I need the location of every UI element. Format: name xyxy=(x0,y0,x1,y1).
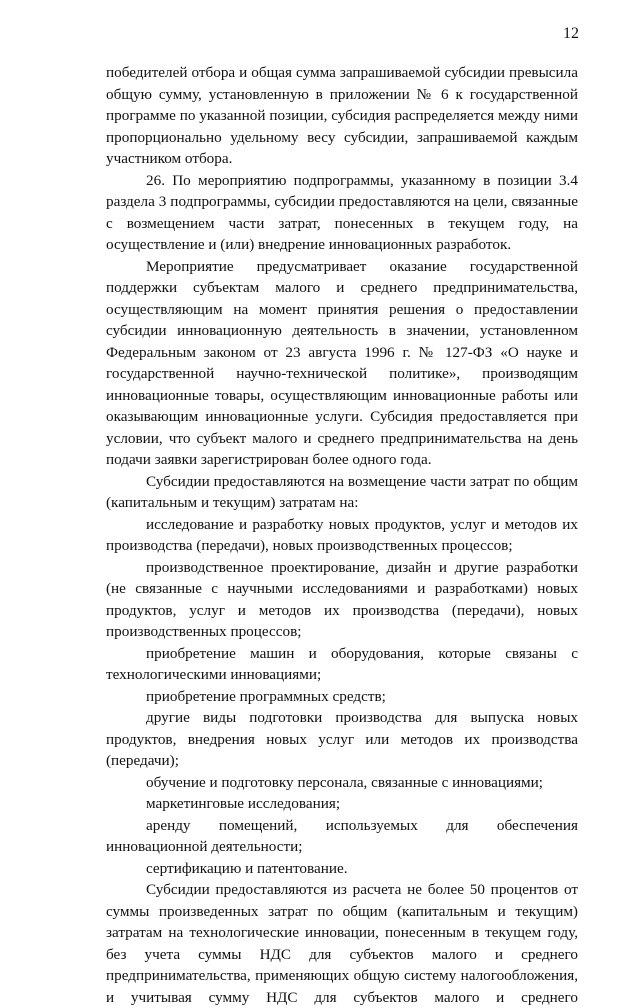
list-item: сертификацию и патентование. xyxy=(146,859,348,877)
list-item: приобретение программных средств; xyxy=(146,687,386,705)
list-item: обучение и подготовку персонала, связанные с инновациями; xyxy=(146,773,544,791)
paragraph: 26. По мероприятию подпрограммы, указанному в позиции 3.4 раздела 3 подпрограммы, субсидии предоставляются на цели, связанные с возмещением части затрат, понесенных в текущем году, на осуществление и (или) внедрение инновационных разработок. xyxy=(106,171,578,253)
list-item: другие виды подготовки производства для выпуска новых продуктов, внедрения новых услуг или методов их производства (передачи); xyxy=(106,709,578,769)
paragraph: Мероприятие предусматривает оказание государственной поддержки субъектам малого и среднего предпринимательства, осуществляющим на момент принятия решения о предоставлении субсидии инновационную деятельность в значении, установленном Федеральным законом от 23 августа 1996 г. № 127-ФЗ «О науке и государственной научно-технической политике», производящим инновационные товары, осуществляющим инновационные работы или оказывающим инновационные услуги. Субсидия предоставляется при условии, что субъект малого и среднего предпринимательства на день подачи заявки зарегистрирован более одного года. xyxy=(106,257,578,468)
list-item: исследование и разработку новых продуктов, услуг и методов их производства (передачи), новых производственных процессов; xyxy=(106,515,578,554)
list-item: аренду помещений, используемых для обеспечения инновационной деятельности; xyxy=(106,816,578,855)
paragraph: Субсидии предоставляются из расчета не более 50 процентов от суммы произведенных затрат по общим (капитальным и текущим) затратам на технологические инновации, понесенным в текущем году, без учета суммы НДС для субъектов малого и среднего предпринимательства, применяющих общую систему налогообложения, и учитывая сумму НДС для субъектов малого и среднего xyxy=(106,881,578,1006)
document-body xyxy=(106,62,578,1008)
paragraph: Субсидии предоставляются на возмещение части затрат по общим (капитальным и текущим) затратам на: xyxy=(106,472,578,511)
page-number: 12 xyxy=(563,25,579,42)
list-item: маркетинговые исследования; xyxy=(146,795,341,812)
list-item: приобретение машин и оборудования, которые связаны с технологическими инновациями; xyxy=(106,644,578,683)
paragraph: победителей отбора и общая сумма запрашиваемой субсидии превысила общую сумму, установленную в приложении № 6 к государственной программе по указанной позиции, субсидия распределяется между ними пропорционально удельному весу субсидии, запрашиваемой каждым участником отбора. xyxy=(106,64,578,167)
list-item: производственное проектирование, дизайн и другие разработки (не связанные с научными исследованиями и разработками) новых продуктов, услуг и методов их производства (передачи), новых производственных процессов; xyxy=(106,558,578,640)
